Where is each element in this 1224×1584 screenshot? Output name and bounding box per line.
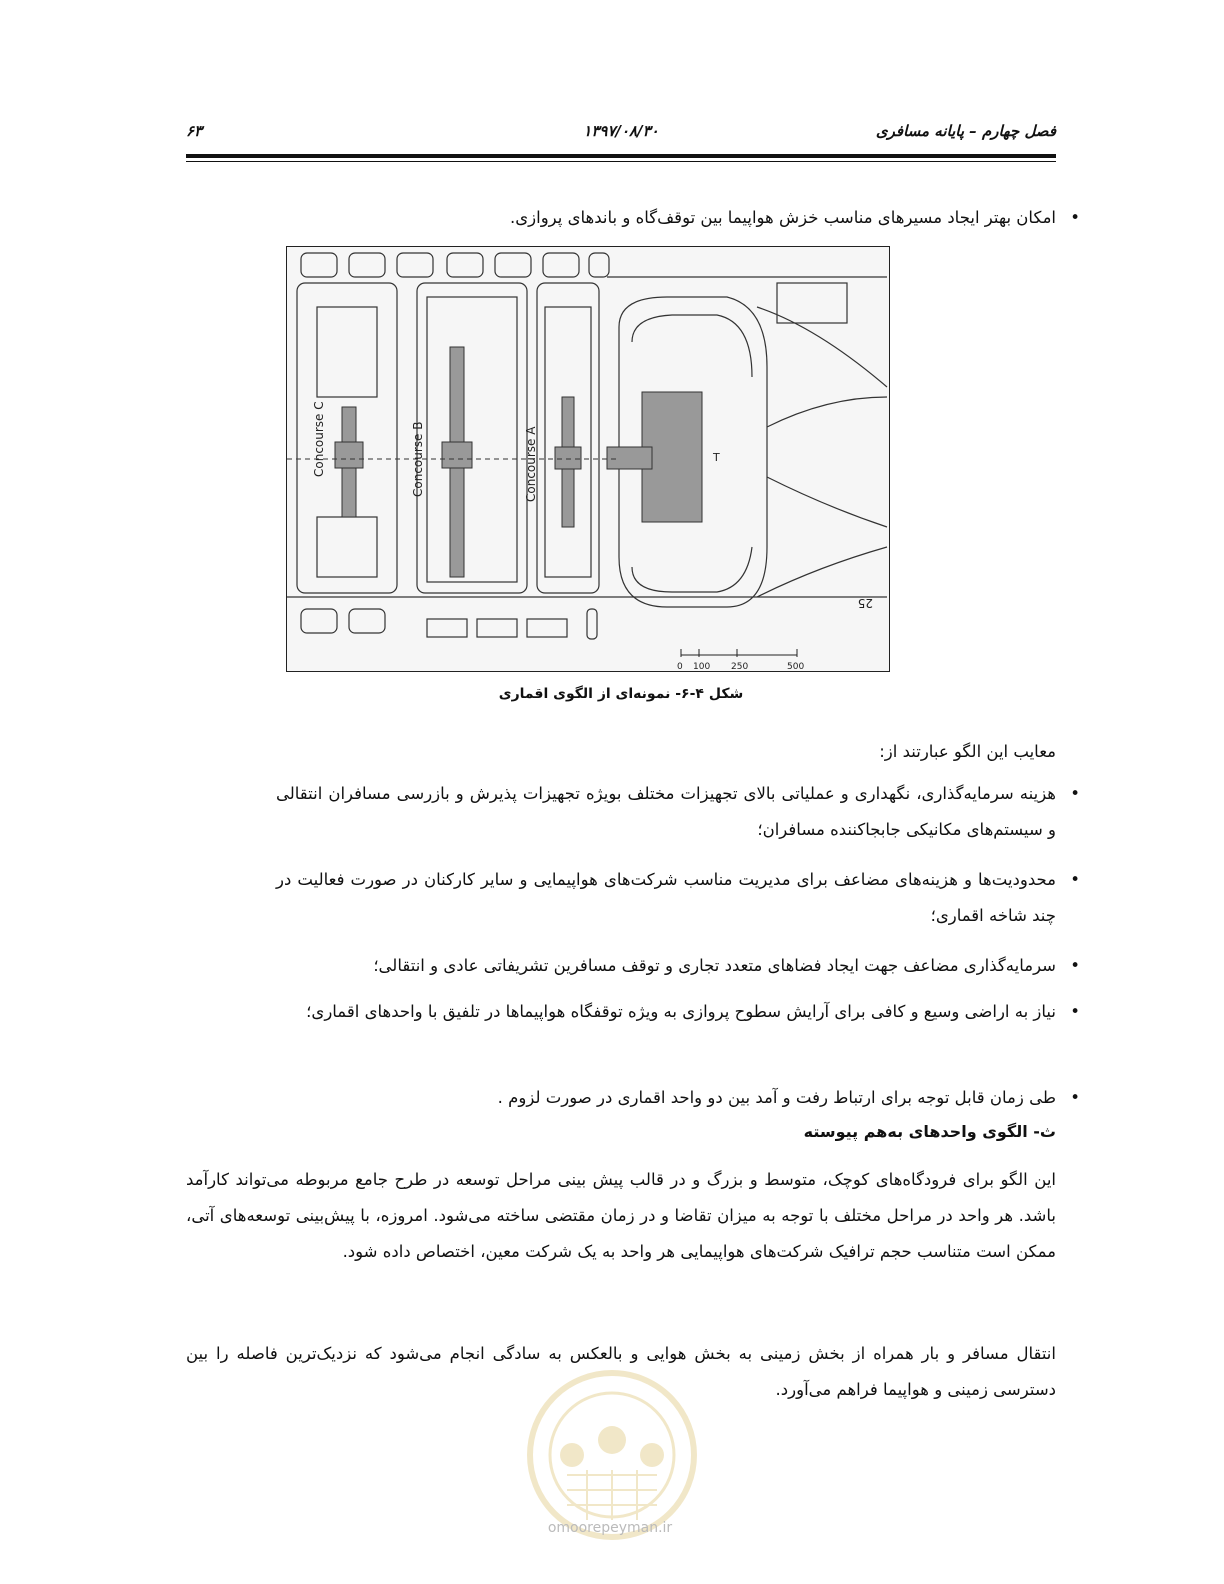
intro-bullet: • امکان بهتر ایجاد مسیرهای مناسب خزش هواپیما بین توقف‌گاه و باندهای پروازی. bbox=[276, 200, 1056, 236]
page-header bbox=[186, 118, 1056, 148]
concourse-c-label: Concourse C bbox=[312, 401, 326, 477]
disadvantage-item: • نیاز به اراضی وسیع و کافی برای آرایش سطوح پروازی به ویژه توقفگاه هواپیماها در تلفیق با واحدهای اقماری؛ bbox=[276, 994, 1056, 1030]
header-date: ۱۳۹۷/۰۸/۳۰ bbox=[583, 122, 659, 140]
scale-label-500: 500 bbox=[787, 662, 805, 671]
paragraph-1: این الگو برای فرودگاه‌های کوچک، متوسط و بزرگ و در قالب پیش بینی مراحل توسعه در طرح جامع مربوطه می‌تواند کارآمد باشد. هر واحد در مراحل مختلف با توجه به میزان تقاضا و در زمان مقتضی ساخته می‌شود. امروزه، با پیش‌بینی توسعه‌های آتی، ممکن است متناسب حجم ترافیک شرکت‌های هواپیمایی هر واحد به یک شرکت معین، اختصاص داده شود. bbox=[186, 1170, 1056, 1261]
chapter-title: فصل چهارم – پایانه مسافری bbox=[875, 122, 1056, 140]
disadvantage-item: • طی زمان قابل توجه برای ارتباط رفت و آمد بین دو واحد اقماری در صورت لزوم . bbox=[276, 1080, 1056, 1116]
page-number: ۶۳ bbox=[186, 122, 203, 140]
paragraph-2: انتقال مسافر و بار همراه از بخش زمینی به بخش هوایی و بالعکس به سادگی انجام می‌شود که نزدیک‌ترین فاصله را بین دسترسی زمینی و هواپیما فراهم می‌آورد. bbox=[186, 1344, 1056, 1399]
airport-plan-drawing bbox=[287, 247, 889, 671]
runway-label: 25 bbox=[857, 596, 873, 610]
scale-label-0: 0 bbox=[677, 662, 683, 671]
section-heading: ث- الگوی واحدهای به‌هم پیوسته bbox=[803, 1122, 1056, 1141]
scale-label-250: 250 bbox=[731, 662, 749, 671]
watermark-logo-icon bbox=[512, 1360, 712, 1540]
concourse-b-label: Concourse B bbox=[411, 421, 425, 497]
disadvantage-item: • محدودیت‌ها و هزینه‌های مضاعف برای مدیریت مناسب شرکت‌های هواپیمایی و سایر کارکنان در صورت فعالیت در چند شاخه اقماری؛ bbox=[276, 862, 1056, 934]
terminal-label: T bbox=[713, 451, 720, 464]
disadvantage-item: • سرمایه‌گذاری مضاعف جهت ایجاد فضاهای متعدد تجاری و توقف مسافرین تشریفاتی عادی و انتقالی؛ bbox=[276, 948, 1056, 984]
header-rule-thick bbox=[186, 154, 1056, 158]
scale-label-100: 100 bbox=[693, 662, 711, 671]
concourse-a-label: Concourse A bbox=[524, 426, 538, 502]
watermark-url: omoorepeyman.ir bbox=[547, 1520, 673, 1536]
header-rule-thin bbox=[186, 161, 1056, 162]
airport-plan-figure bbox=[286, 246, 890, 672]
disadvantages-intro: معایب این الگو عبارتند از: bbox=[879, 742, 1056, 761]
disadvantage-item: • هزینه سرمایه‌گذاری، نگهداری و عملیاتی بالای تجهیزات مختلف بویژه تجهیزات پذیرش و بازرسی مسافران انتقالی و سیستم‌های مکانیکی جابجاکننده مسافران؛ bbox=[276, 776, 1056, 848]
figure-caption: شکل ۴-۶- نمونه‌ای از الگوی اقماری bbox=[498, 686, 744, 702]
